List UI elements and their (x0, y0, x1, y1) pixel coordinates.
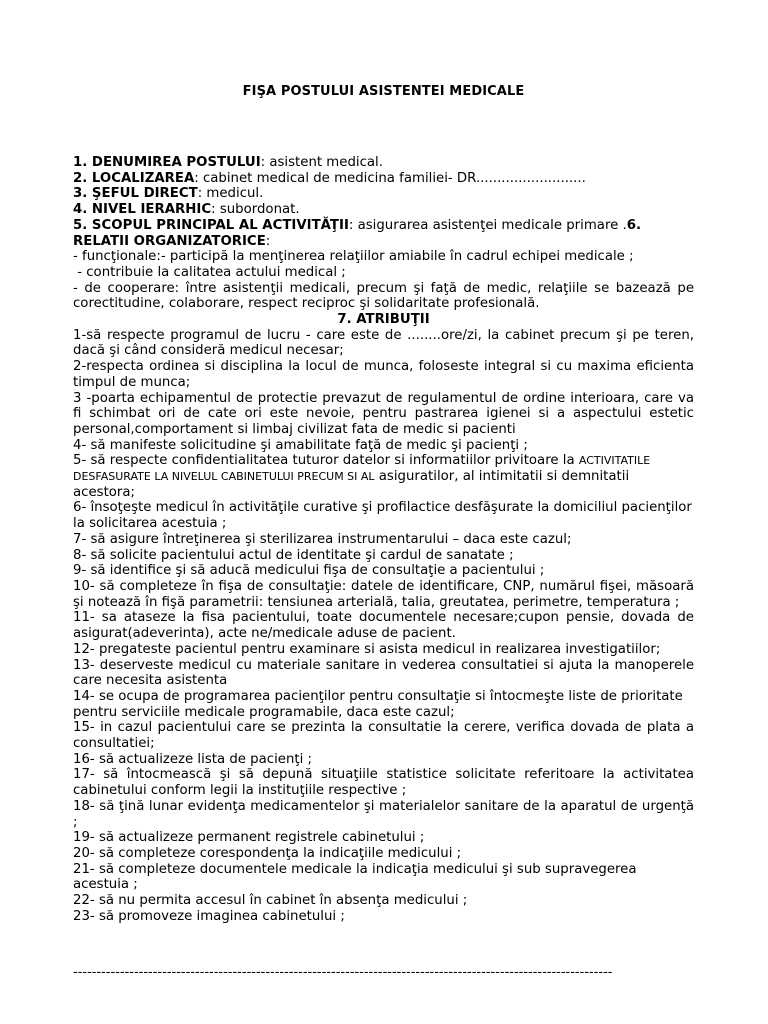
atributie-8: 8- să solicite pacientului actul de identitate şi cardul de sanatate ; (73, 547, 514, 563)
atributie-12: 12- pregateste pacientul pentru examinare si asista medicul in realizarea investigatiilor; (73, 641, 661, 657)
atributie-16: 16- să actualizeze lista de pacienţi ; (73, 751, 312, 767)
section-3 (73, 186, 694, 202)
atributie-23: 23- să promoveze imaginea cabinetului ; (73, 908, 345, 924)
document-body (73, 155, 694, 924)
atributie-1: 1-să respecte programul de lucru - care este de ........ore/zi, la cabinet precum şi pe teren, dacă şi când consideră medicul necesar; (73, 327, 694, 359)
section-1 (73, 155, 694, 171)
section-4 (73, 202, 694, 218)
atributie-21: 21- să completeze documentele medicale la indicaţia medicului şi sub supravegerea acestuia ; (73, 861, 637, 893)
atributie-6: 6- însoţeşte medicul în activităţile curative şi profilactice desfăşurate la domiciliul pacienţilor la solicitarea acestuia ; (73, 500, 692, 532)
dashed-divider: ------------------------------------------------------------------------------------------------------------------- (73, 965, 613, 980)
atributie-20: 20- să completeze corespondenţa la indicaţiile medicului ; (73, 845, 462, 861)
atributie-5 (73, 453, 694, 500)
atributie-5-start: 5- să respecte confidentialitatea tuturor datelor si informatiilor privitoare la (73, 453, 575, 469)
atributie-5-caps: ACTIVITATILE DESFASURATE LA NIVELUL CABINETULUI PRECUM SI AL (73, 454, 651, 484)
atributie-15: 15- in cazul pacientului care se prezinta la consultatie la cerere, verifica dovada de plata a consultatiei; (73, 720, 694, 752)
section-7-heading: 7. ATRIBUŢII (337, 312, 430, 328)
section-4-value: : subordonat. (211, 202, 300, 218)
atributie-2: 2-respecta ordinea si disciplina la locul de munca, foloseste integral si cu maxima eficienta timpul de munca; (73, 359, 694, 390)
atributie-13: 13- deserveste medicul cu materiale sanitare in vederea consultatiei si ajuta la manoperele care necesita asistenta (73, 657, 694, 689)
section-3-value: : medicul. (197, 186, 264, 202)
atributie-18: 18- să ţină lunar evidenţa medicamentelor şi materialelor sanitare de la aparatul de urgenţă ; (73, 798, 694, 830)
atributie-22: 22- să nu permita accesul în cabinet în absenţa medicului ; (73, 893, 468, 909)
section-2-value: : cabinet medical de medicina familiei- DR.......................... (194, 170, 586, 186)
atributie-7: 7- să asigure întreţinerea şi sterilizarea instrumentarului – daca este cazul; (73, 531, 572, 547)
section-6-colon: : (265, 233, 271, 249)
section-6-label: 6. RELATII ORGANIZATORICE (73, 217, 642, 249)
atributie-14: 14- se ocupa de programarea pacienţilor pentru consultaţie si întocmeşte liste de prioritate pentru serviciile medicale programabile, daca este cazul; (73, 688, 683, 720)
document-title: FIŞA POSTULUI ASISTENTEI MEDICALE (242, 84, 525, 99)
atributie-5-end: asiguratilor, al intimitatii si demnitatii acestora; (73, 469, 630, 500)
relatii-cooperare: - de cooperare: între asistenţii medicali, precum şi faţă de medic, relaţiile se bazează pe corectitudine, colaborare, respect reciproc şi solidaritate profesională. (73, 280, 694, 312)
atributie-19: 19- să actualizeze permanent registrele cabinetului ; (73, 830, 425, 846)
document-page (73, 0, 694, 1024)
atributie-11: 11- sa ataseze la fisa pacientului, toate documentele necesare;cupon pensie, dovada de asigurat(adeverinta), acte ne/medicale aduse de pacient. (73, 610, 694, 642)
section-1-value: : asistent medical. (260, 155, 383, 170)
atributie-17: 17- să întocmească şi să depună situaţiile statistice solicitate referitoare la activitatea cabinetului conform legii la instituţiile respective ; (73, 767, 694, 799)
section-2-label: 2. LOCALIZAREA (73, 170, 195, 186)
section-1-label: 1. DENUMIREA POSTULUI (73, 155, 261, 170)
section-5-6 (73, 218, 694, 249)
section-4-label: 4. NIVEL IERARHIC (73, 202, 212, 218)
section-5-value: : asigurarea asistenţei medicale primare . (348, 217, 627, 233)
atributie-4: 4- să manifeste solicitudine şi amabilitate faţă de medic şi pacienţi ; (73, 437, 528, 453)
atributie-10: 10- să completeze în fişa de consultaţie: datele de identificare, CNP, numărul fişei, măsoară şi notează în fişă parametrii: tensiunea arterială, talia, greutatea, perimetre, temperatura ; (73, 578, 694, 610)
section-3-label: 3. ŞEFUL DIRECT (73, 186, 198, 202)
relatii-functionale: - funcţionale:- participă la menţinerea relaţiilor amiabile în cadrul echipei medicale ; (73, 249, 634, 265)
section-5-label: 5. SCOPUL PRINCIPAL AL ACTIVITĂŢII (73, 217, 349, 233)
atributie-9: 9- să identifice şi să aducă medicului fişa de consultaţie a pacientului ; (73, 563, 545, 579)
atributie-3: 3 -poarta echipamentul de protectie prevazut de regulamentul de ordine interioara, care va fi schimbat ori de cate ori este nevoie, pentru pastrarea igienei si a aspectului estetic personal,comportament si limbaj civilizat fata de medic si pacienti (73, 390, 694, 437)
relatii-contribuie: - contribuie la calitatea actului medical ; (73, 264, 346, 280)
section-2 (73, 171, 694, 187)
